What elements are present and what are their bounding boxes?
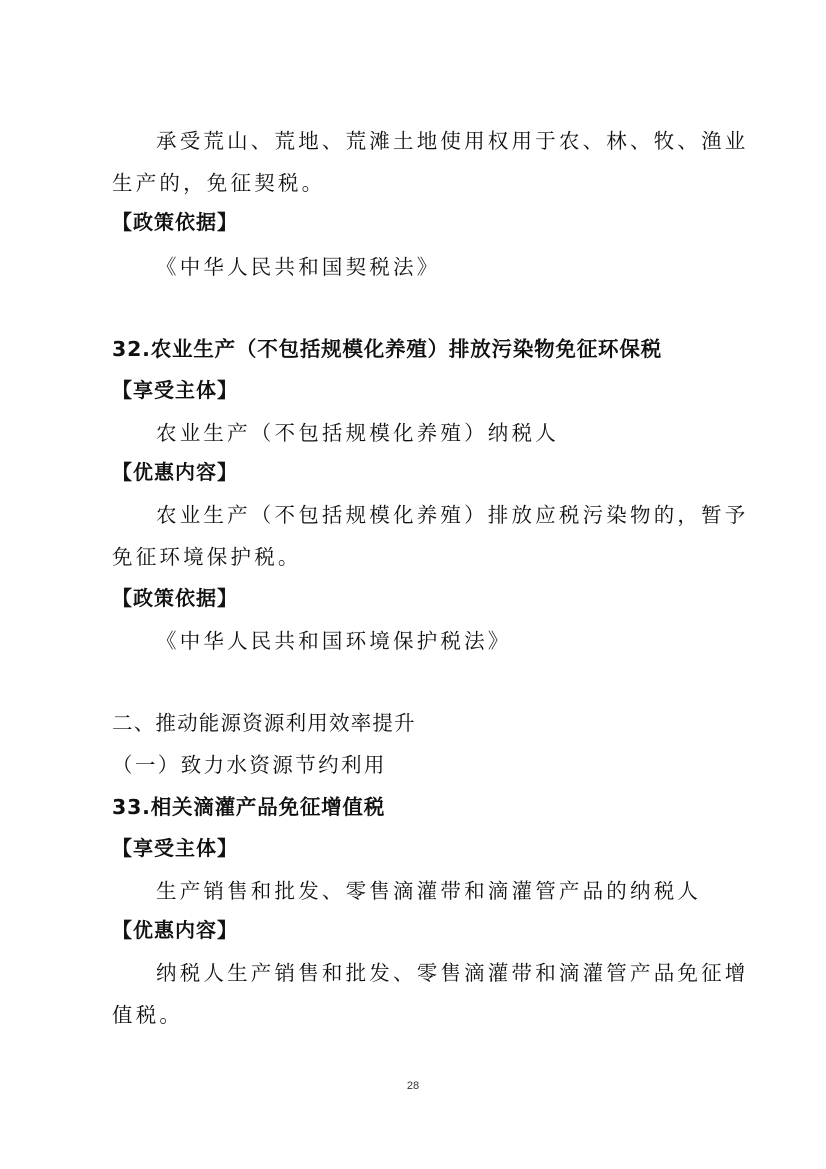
subsection-heading: （一）致力水资源节约利用	[112, 753, 387, 777]
item-heading: 33.相关滴灌产品免征增值税	[112, 795, 386, 819]
paragraph-line: 农业生产（不包括规模化养殖）纳税人	[156, 421, 559, 445]
chapter-heading: 二、推动能源资源利用效率提升	[112, 711, 416, 735]
item-heading: 32.农业生产（不包括规模化养殖）排放污染物免征环保税	[112, 337, 662, 361]
section-label: 【政策依据】	[112, 210, 238, 234]
paragraph-line: 纳税人生产销售和批发、零售滴灌带和滴灌管产品免征增	[156, 961, 749, 985]
section-label: 【政策依据】	[112, 586, 238, 610]
section-label: 【享受主体】	[112, 378, 238, 402]
section-label: 【享受主体】	[112, 836, 238, 860]
paragraph-line: 生产的，免征契税。	[112, 171, 326, 195]
section-label: 【优惠内容】	[112, 918, 238, 942]
paragraph-line: 承受荒山、荒地、荒滩土地使用权用于农、林、牧、渔业	[156, 129, 749, 153]
policy-reference: 《中华人民共和国契税法》	[156, 255, 441, 279]
paragraph-line: 生产销售和批发、零售滴灌带和滴灌管产品的纳税人	[156, 879, 702, 903]
paragraph-line: 农业生产（不包括规模化养殖）排放应税污染物的，暂予	[156, 503, 749, 527]
paragraph-line: 值税。	[112, 1003, 184, 1027]
policy-reference: 《中华人民共和国环境保护税法》	[156, 629, 512, 653]
page-number: 28	[406, 1080, 420, 1092]
paragraph-line: 免征环境保护税。	[112, 545, 302, 569]
section-label: 【优惠内容】	[112, 460, 238, 484]
